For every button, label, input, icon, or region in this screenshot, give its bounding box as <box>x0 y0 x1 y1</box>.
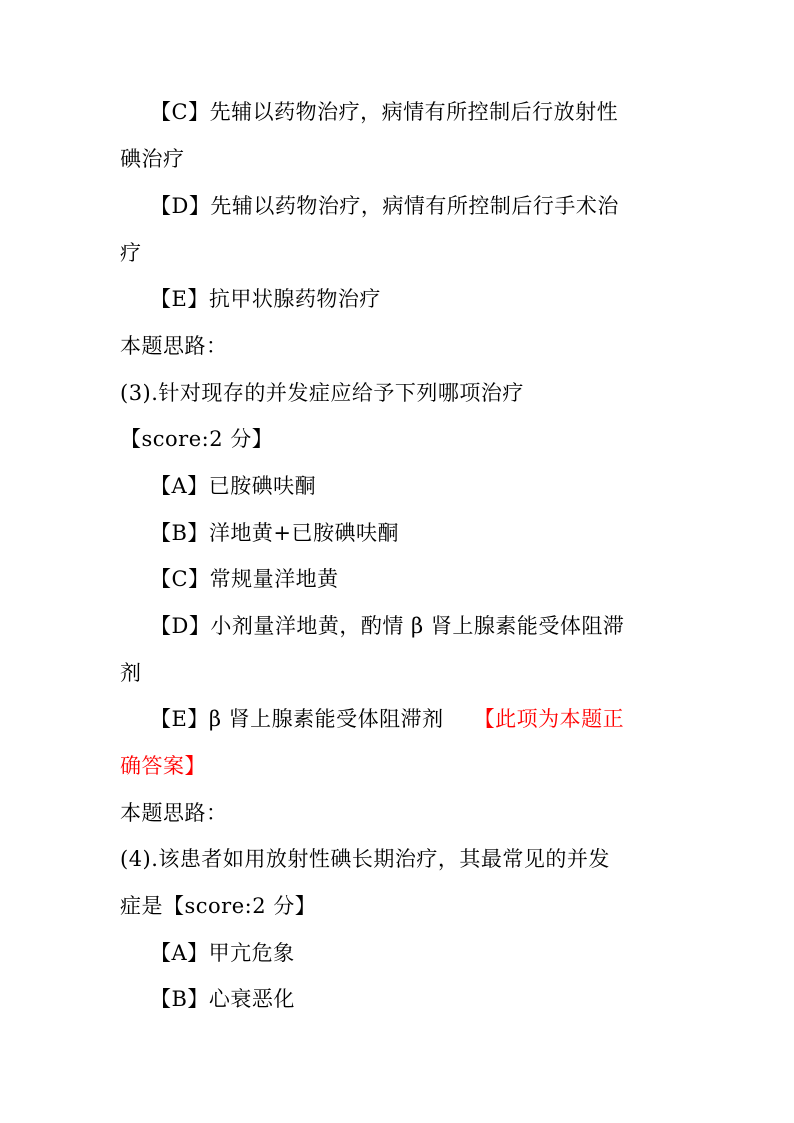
option-d-line-1: 【D】先辅以药物治疗，病情有所控制后行手术治 <box>150 194 619 218</box>
q3-option-d-line-2: 剂 <box>120 661 142 685</box>
option-c-line-1: 【C】先辅以药物治疗，病情有所控制后行放射性 <box>150 100 619 124</box>
question-3-score: 【score:2 分】 <box>120 427 274 451</box>
solution-label-2: 本题思路： <box>120 801 228 825</box>
solution-label: 本题思路： <box>120 334 228 358</box>
correct-answer-marker-cont: 确答案】 <box>120 754 206 778</box>
option-e: 【E】抗甲状腺药物治疗 <box>150 287 381 311</box>
q3-option-b: 【B】洋地黄+已胺碘呋酮 <box>150 521 400 545</box>
question-3: (3).针对现存的并发症应给予下列哪项治疗 <box>120 381 524 405</box>
question-4-line-1: (4).该患者如用放射性碘长期治疗，其最常见的并发 <box>120 847 610 871</box>
q4-option-a: 【A】甲亢危象 <box>150 941 295 965</box>
question-4-line-2: 症是【score:2 分】 <box>120 894 317 918</box>
q4-option-b: 【B】心衰恶化 <box>150 987 295 1011</box>
option-c-line-2: 碘治疗 <box>120 147 185 171</box>
q3-option-a: 【A】已胺碘呋酮 <box>150 474 317 498</box>
q3-option-e <box>150 704 624 734</box>
correct-answer-marker: 【此项为本题正 <box>473 707 625 731</box>
q3-option-d-line-1: 【D】小剂量洋地黄，酌情 β 肾上腺素能受体阻滞 <box>150 614 625 638</box>
option-d-line-2: 疗 <box>120 241 142 265</box>
q3-option-c: 【C】常规量洋地黄 <box>150 567 339 591</box>
q3-option-e-text: 【E】β 肾上腺素能受体阻滞剂 <box>150 707 444 731</box>
